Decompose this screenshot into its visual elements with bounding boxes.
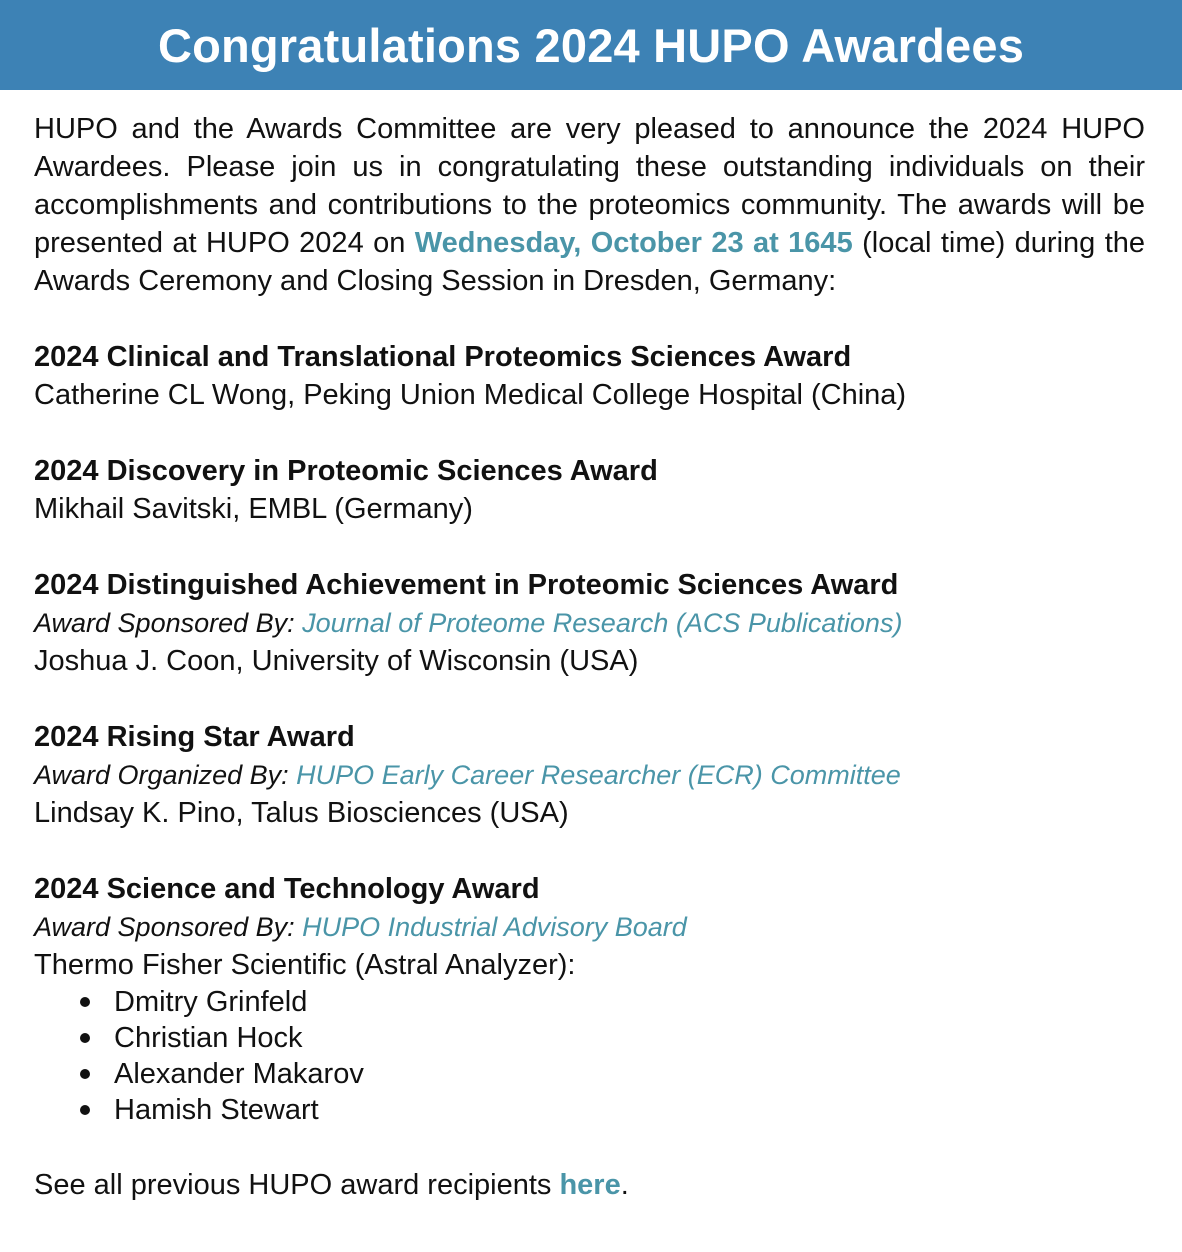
header-banner bbox=[0, 0, 1182, 90]
award-rising-star bbox=[34, 718, 1145, 832]
award-recipient: Joshua J. Coon, University of Wisconsin (USA) bbox=[34, 645, 639, 677]
intro-paragraph bbox=[34, 110, 1145, 300]
award-sponsor-line bbox=[34, 604, 1145, 642]
sponsor-label: Award Sponsored By: bbox=[34, 912, 303, 942]
award-title: 2024 Distinguished Achievement in Proteomic Sciences Award bbox=[34, 569, 899, 601]
award-title: 2024 Clinical and Translational Proteomics Sciences Award bbox=[34, 341, 852, 373]
footer-period: . bbox=[620, 1169, 629, 1201]
award-discovery bbox=[34, 452, 1145, 528]
page-title: Congratulations 2024 HUPO Awardees bbox=[157, 18, 1025, 72]
list-item bbox=[80, 1056, 1145, 1092]
team-member-name: Alexander Makarov bbox=[114, 1058, 364, 1090]
bullet-icon bbox=[80, 1105, 90, 1115]
footer-line bbox=[34, 1166, 1145, 1204]
previous-recipients-link[interactable]: here bbox=[559, 1169, 621, 1201]
team-member-name: Dmitry Grinfeld bbox=[114, 986, 308, 1018]
main-content bbox=[0, 110, 1182, 1204]
list-item bbox=[80, 1020, 1145, 1056]
award-title: 2024 Rising Star Award bbox=[34, 721, 355, 753]
award-recipient: Lindsay K. Pino, Talus Biosciences (USA) bbox=[34, 797, 569, 829]
award-title: 2024 Discovery in Proteomic Sciences Award bbox=[34, 455, 658, 487]
intro-text-start: HUPO and the Awards Committee are very pleased to announce the 2024 HUPO Awardees. Please join us in congratulating these outstanding individuals on their accomplishments and contributions to the proteomics community. The awards will be presented at HUPO 2024 on bbox=[34, 113, 1145, 259]
bullet-icon bbox=[80, 997, 90, 1007]
list-item bbox=[80, 1092, 1145, 1128]
award-clinical-translational bbox=[34, 338, 1145, 414]
award-science-technology bbox=[34, 870, 1145, 1128]
sponsor-link[interactable]: HUPO Early Career Researcher (ECR) Committee bbox=[296, 760, 901, 790]
award-recipient: Thermo Fisher Scientific (Astral Analyzer): bbox=[34, 949, 576, 981]
list-item bbox=[80, 984, 1145, 1020]
sponsor-link[interactable]: Journal of Proteome Research (ACS Publications) bbox=[302, 608, 903, 638]
award-sponsor-line bbox=[34, 908, 1145, 946]
team-member-list bbox=[34, 984, 1145, 1128]
ceremony-date-link[interactable]: Wednesday, October 23 at 1645 bbox=[414, 227, 853, 259]
footer-text: See all previous HUPO award recipients bbox=[34, 1169, 560, 1201]
award-sponsor-line bbox=[34, 756, 1145, 794]
sponsor-label: Award Organized By: bbox=[34, 760, 297, 790]
team-member-name: Hamish Stewart bbox=[114, 1094, 319, 1126]
bullet-icon bbox=[80, 1069, 90, 1079]
award-distinguished-achievement bbox=[34, 566, 1145, 680]
intro-text-end: (local time) during the Awards Ceremony and Closing Session in Dresden, Germany: bbox=[34, 227, 1146, 297]
sponsor-label: Award Sponsored By: bbox=[34, 608, 303, 638]
sponsor-link[interactable]: HUPO Industrial Advisory Board bbox=[302, 912, 687, 942]
team-member-name: Christian Hock bbox=[114, 1022, 303, 1054]
bullet-icon bbox=[80, 1033, 90, 1043]
award-title: 2024 Science and Technology Award bbox=[34, 873, 540, 905]
award-recipient: Mikhail Savitski, EMBL (Germany) bbox=[34, 493, 473, 525]
award-recipient: Catherine CL Wong, Peking Union Medical College Hospital (China) bbox=[34, 379, 907, 411]
